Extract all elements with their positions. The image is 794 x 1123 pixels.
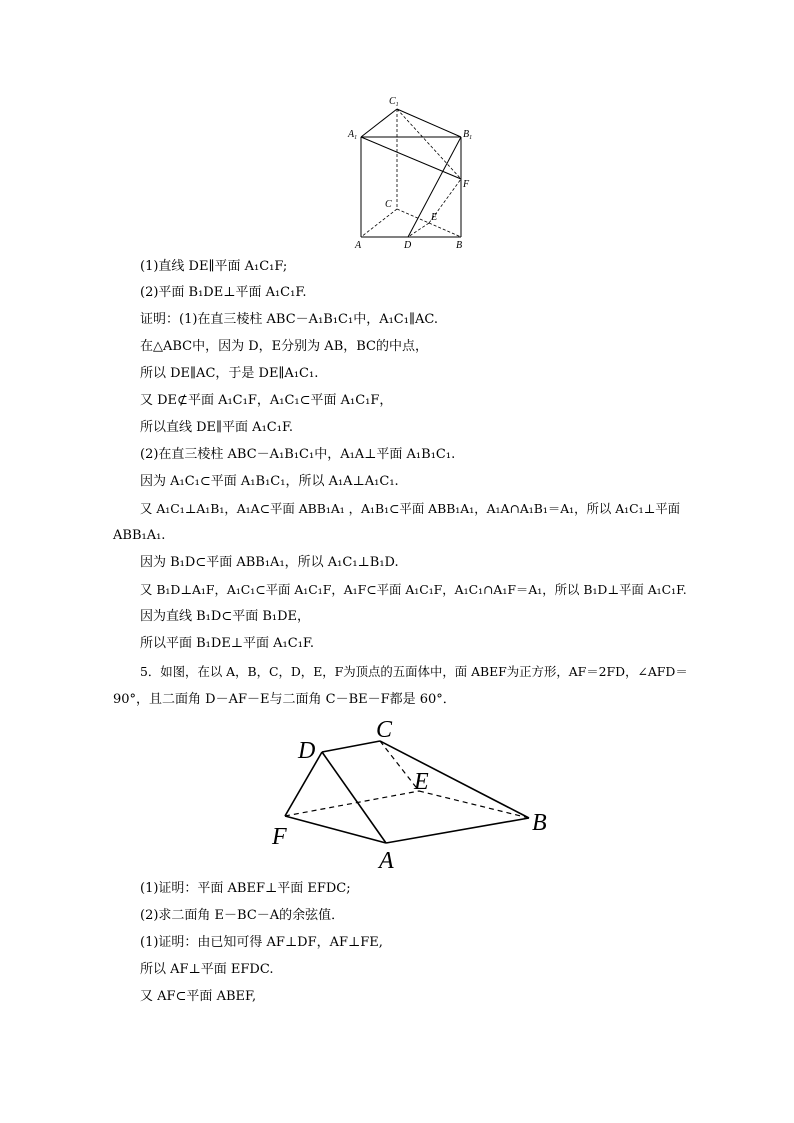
prism-diagram <box>344 92 480 252</box>
label-c: C <box>385 199 392 210</box>
text-line-15: 所以平面 B₁DE⊥平面 A₁C₁F. <box>140 636 315 651</box>
label-c1-sub: 1 <box>395 102 399 108</box>
label-f: F <box>272 824 287 850</box>
label-b1: B <box>463 129 470 140</box>
text-line-3: 证明：(1)在直三棱柱 ABC－A₁B₁C₁中，A₁C₁∥AC. <box>140 312 438 327</box>
label-c: C <box>376 717 393 743</box>
label-e: E <box>431 212 438 223</box>
text-line-19: (2)求二面角 E－BC－A的余弦值． <box>140 908 345 923</box>
label-a: A <box>355 240 362 251</box>
label-d: D <box>298 738 316 764</box>
text-line-20: (1)证明：由已知可得 AF⊥DF，AF⊥FE, <box>140 935 383 950</box>
text-line-11: ABB₁A₁. <box>113 528 166 543</box>
label-f: F <box>463 179 470 190</box>
problem-5-line-1: 5．如图，在以 A，B，C，D，E，F为顶点的五面体中，面 ABEF为正方形，AF＝2FD，∠AFD＝ <box>140 664 688 679</box>
label-b: B <box>532 810 547 836</box>
text-line-7: 所以直线 DE∥平面 A₁C₁F. <box>140 420 294 435</box>
text-line-12: 因为 B₁D⊂平面 ABB₁A₁，所以 A₁C₁⊥B₁D. <box>140 555 399 570</box>
label-d: D <box>404 240 412 251</box>
label-e: E <box>414 769 429 795</box>
text-line-14: 因为直线 B₁D⊂平面 B₁DE， <box>140 609 311 624</box>
label-a1: A <box>348 129 355 140</box>
label-b1-sub: 1 <box>469 135 473 141</box>
svg-text:A1 <box>347 129 357 141</box>
text-line-21: 所以 AF⊥平面 EFDC. <box>140 962 274 977</box>
prism-figure <box>344 92 480 252</box>
text-line-6: 又 DE⊄平面 A₁C₁F，A₁C₁⊂平面 A₁C₁F， <box>140 393 393 408</box>
svg-text:C1 <box>389 96 399 108</box>
pentahedron-figure <box>270 712 552 874</box>
label-b: B <box>456 240 463 251</box>
text-line-5: 所以 DE∥AC，于是 DE∥A₁C₁. <box>140 366 319 381</box>
text-line-13: 又 B₁D⊥A₁F，A₁C₁⊂平面 A₁C₁F，A₁F⊂平面 A₁C₁F，A₁C₁∩A₁F＝A₁，所以 B₁D⊥平面 A₁C₁F. <box>140 582 687 597</box>
label-a: A <box>379 848 394 874</box>
text-line-9: 因为 A₁C₁⊂平面 A₁B₁C₁，所以 A₁A⊥A₁C₁. <box>140 474 399 489</box>
text-line-1: (1)直线 DE∥平面 A₁C₁F; <box>140 259 288 274</box>
problem-5-line-2: 90°，且二面角 D－AF－E与二面角 C－BE－F都是 60°． <box>113 692 456 707</box>
text-line-2: (2)平面 B₁DE⊥平面 A₁C₁F. <box>140 285 307 300</box>
svg-text:B1 <box>463 129 472 141</box>
label-c1: C <box>389 96 396 107</box>
text-line-22: 又 AF⊂平面 ABEF, <box>140 989 257 1004</box>
text-line-8: (2)在直三棱柱 ABC－A₁B₁C₁中，A₁A⊥平面 A₁B₁C₁. <box>140 447 456 462</box>
label-a1-sub: 1 <box>354 135 358 141</box>
pentahedron-diagram <box>270 712 552 874</box>
text-line-18: (1)证明：平面 ABEF⊥平面 EFDC; <box>140 881 351 896</box>
text-line-10: 又 A₁C₁⊥A₁B₁，A₁A⊂平面 ABB₁A₁ ，A₁B₁⊂平面 ABB₁A₁，A₁A∩A₁B₁＝A₁，所以 A₁C₁⊥平面 <box>140 501 681 516</box>
text-line-4: 在△ABC中，因为 D，E分别为 AB，BC的中点， <box>140 339 428 354</box>
